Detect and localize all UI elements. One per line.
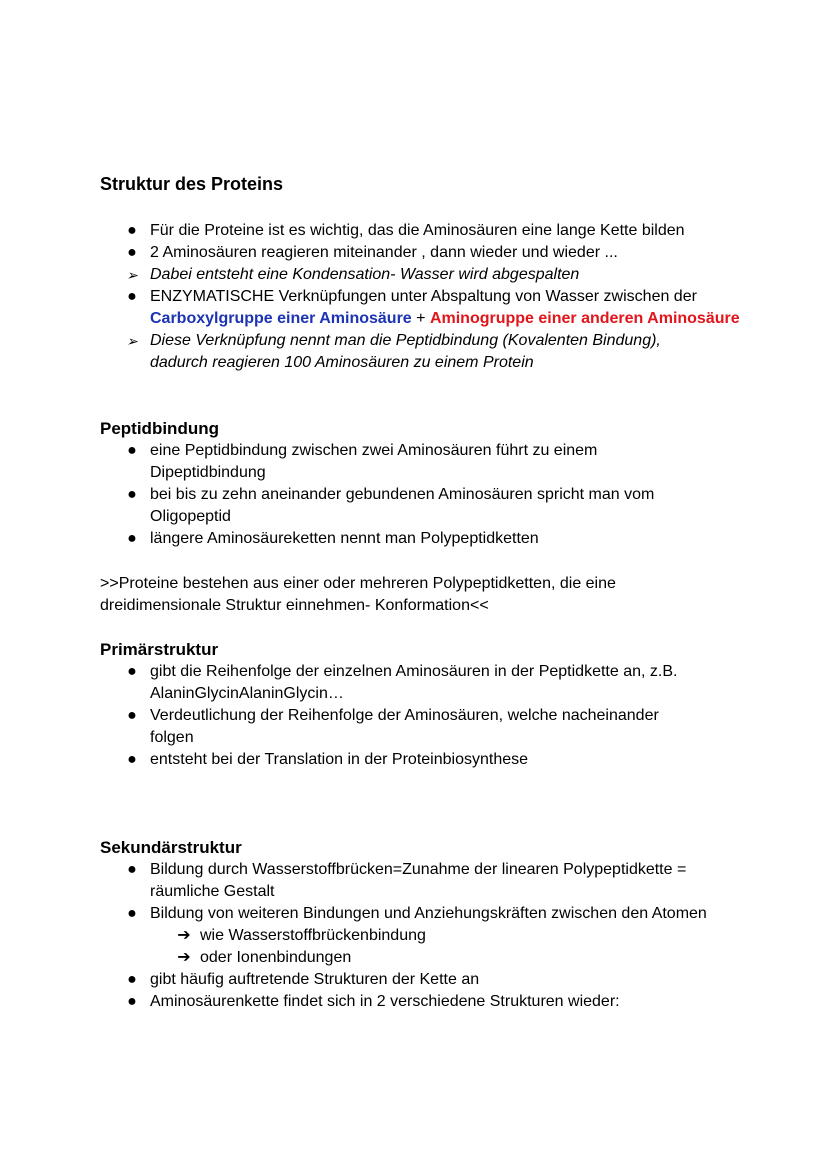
note-text: >>Proteine bestehen aus einer oder mehreren Polypeptidketten, die eine dreidimensionale Struktur einnehmen- Konformation<< bbox=[100, 575, 616, 614]
heading-peptidbindung: Peptidbindung bbox=[100, 419, 219, 438]
list-item: ● Verdeutlichung der Reihenfolge der Aminosäuren, welche nacheinander folgen bbox=[100, 705, 712, 749]
bullet-icon: ● bbox=[127, 486, 137, 503]
list-item: ➔ oder Ionenbindungen bbox=[100, 947, 725, 969]
bullet-icon: ● bbox=[127, 971, 137, 988]
sekundaer-list bbox=[100, 859, 725, 1013]
bullet-icon: ● bbox=[127, 751, 137, 768]
list-item: ● Bildung von weiteren Bindungen und Anziehungskräften zwischen den Atomen bbox=[100, 903, 725, 925]
section-primaerstruktur bbox=[100, 639, 740, 771]
arrow-right-icon: ➔ bbox=[177, 927, 191, 944]
list-item: ● gibt häufig auftretende Strukturen der Kette an bbox=[100, 969, 725, 991]
list-item: ● Aminosäurenkette findet sich in 2 verschiedene Strukturen wieder: bbox=[100, 991, 725, 1013]
note-block bbox=[100, 573, 670, 617]
section-sekundaerstruktur bbox=[100, 837, 740, 1013]
list-item: ● längere Aminosäureketten nennt man Polypeptidketten bbox=[100, 528, 690, 550]
arrowhead-icon: ➢ bbox=[126, 267, 138, 283]
intro-list bbox=[100, 220, 740, 374]
bullet-icon: ● bbox=[127, 222, 137, 239]
bullet-icon: ● bbox=[127, 244, 137, 261]
list-item: ● gibt die Reihenfolge der einzelnen Aminosäuren in der Peptidkette an, z.B. AlaninGlycinAlaninGlycin… bbox=[100, 661, 712, 705]
heading-primaerstruktur: Primärstruktur bbox=[100, 640, 219, 659]
amino-highlight: Aminogruppe einer anderen Aminosäure bbox=[429, 310, 740, 327]
bullet-icon: ● bbox=[127, 707, 137, 724]
bullet-icon: ● bbox=[127, 993, 137, 1010]
list-item: ➔ wie Wasserstoffbrückenbindung bbox=[100, 925, 725, 947]
bullet-icon: ● bbox=[127, 663, 137, 680]
peptid-list bbox=[100, 440, 690, 550]
carboxyl-highlight: Carboxylgruppe einer Aminosäure bbox=[150, 310, 412, 327]
bullet-icon: ● bbox=[127, 288, 137, 305]
bullet-icon: ● bbox=[127, 530, 137, 547]
bullet-icon: ● bbox=[127, 442, 137, 459]
list-item: ● ENZYMATISCHE Verknüpfungen unter Abspaltung von Wasser zwischen der Carboxylgruppe einer Aminosäure + Aminogruppe einer anderen Aminosäure bbox=[100, 286, 740, 330]
arrowhead-icon: ➢ bbox=[126, 333, 138, 349]
bullet-icon: ● bbox=[127, 861, 137, 878]
bullet-icon: ● bbox=[127, 905, 137, 922]
list-item: ● bei bis zu zehn aneinander gebundenen Aminosäuren spricht man vom Oligopeptid bbox=[100, 484, 690, 528]
heading-sekundaerstruktur: Sekundärstruktur bbox=[100, 838, 242, 857]
list-item: ● Bildung durch Wasserstoffbrücken=Zunahme der linearen Polypeptidkette = räumliche Gestalt bbox=[100, 859, 725, 903]
list-item: ➢ Diese Verknüpfung nennt man die Peptidbindung (Kovalenten Bindung), dadurch reagieren 100 Aminosäuren zu einem Protein bbox=[100, 330, 740, 374]
section-peptidbindung bbox=[100, 418, 740, 550]
primaer-list bbox=[100, 661, 712, 771]
list-item: ● 2 Aminosäuren reagieren miteinander , dann wieder und wieder ... bbox=[100, 242, 740, 264]
list-item: ● entsteht bei der Translation in der Proteinbiosynthese bbox=[100, 749, 712, 771]
page-title: Struktur des Proteins bbox=[100, 174, 284, 194]
list-item: ● Für die Proteine ist es wichtig, das die Aminosäuren eine lange Kette bilden bbox=[100, 220, 740, 242]
arrow-right-icon: ➔ bbox=[177, 949, 191, 966]
list-item: ● eine Peptidbindung zwischen zwei Aminosäuren führt zu einem Dipeptidbindung bbox=[100, 440, 690, 484]
plus-sign: + bbox=[411, 310, 430, 327]
section-struktur bbox=[100, 173, 740, 374]
list-item: ➢ Dabei entsteht eine Kondensation- Wasser wird abgespalten bbox=[100, 264, 740, 286]
